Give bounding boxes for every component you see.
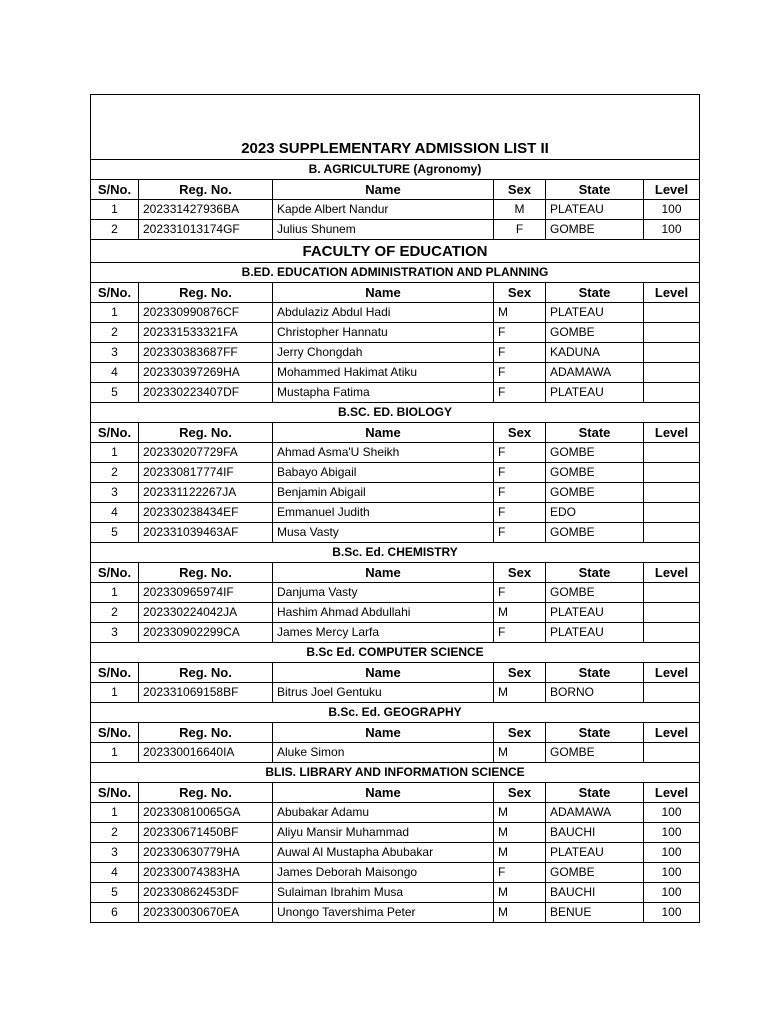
name-cell: Aliyu Mansir Muhammad [273,823,494,843]
reg-number-cell: 202330810065GA [139,803,273,823]
header-reg-no: Reg. No. [139,663,273,683]
header-level: Level [644,723,700,743]
level-cell [644,503,700,523]
header-reg-no: Reg. No. [139,180,273,200]
header-name: Name [273,283,494,303]
state-cell: GOMBE [546,863,644,883]
sex-cell: M [494,803,546,823]
serial-number-cell: 5 [91,883,139,903]
header-name: Name [273,663,494,683]
blank-top-row [91,95,700,138]
sex-cell: M [494,843,546,863]
level-cell [644,483,700,503]
name-cell: Aluke Simon [273,743,494,763]
state-cell: BAUCHI [546,823,644,843]
column-header-row [91,783,700,803]
serial-number-cell: 1 [91,200,139,220]
sex-cell: F [494,623,546,643]
state-cell: BAUCHI [546,883,644,903]
student-row [91,623,700,643]
reg-number-cell: 202330207729FA [139,443,273,463]
state-cell: GOMBE [546,323,644,343]
serial-number-cell: 4 [91,363,139,383]
level-cell: 100 [644,863,700,883]
level-cell [644,443,700,463]
header-level: Level [644,283,700,303]
serial-number-cell: 3 [91,843,139,863]
name-cell: Emmanuel Judith [273,503,494,523]
state-cell: PLATEAU [546,383,644,403]
name-cell: Sulaiman Ibrahim Musa [273,883,494,903]
programme-heading-row [91,263,700,283]
name-cell: Danjuma Vasty [273,583,494,603]
serial-number-cell: 3 [91,483,139,503]
level-cell [644,383,700,403]
reg-number-cell: 202330016640IA [139,743,273,763]
header-name: Name [273,563,494,583]
student-row [91,383,700,403]
state-cell: GOMBE [546,463,644,483]
serial-number-cell: 1 [91,583,139,603]
name-cell: Abubakar Adamu [273,803,494,823]
header-state: State [546,283,644,303]
serial-number-cell: 3 [91,623,139,643]
header-reg-no: Reg. No. [139,563,273,583]
sex-cell: M [494,743,546,763]
programme-heading-row [91,763,700,783]
serial-number-cell: 3 [91,343,139,363]
level-cell [644,363,700,383]
reg-number-cell: 202330030670EA [139,903,273,923]
admission-list-document [90,94,699,923]
header-sex: Sex [494,783,546,803]
header-serial: S/No. [91,663,139,683]
header-level: Level [644,783,700,803]
programme-heading: BLIS. LIBRARY AND INFORMATION SCIENCE [91,763,700,783]
header-name: Name [273,180,494,200]
level-cell [644,523,700,543]
sex-cell: F [494,383,546,403]
name-cell: Ahmad Asma'U Sheikh [273,443,494,463]
student-row [91,363,700,383]
student-row [91,220,700,240]
header-reg-no: Reg. No. [139,723,273,743]
header-state: State [546,723,644,743]
state-cell: EDO [546,503,644,523]
document-title: 2023 SUPPLEMENTARY ADMISSION LIST II [91,137,700,160]
state-cell: PLATEAU [546,603,644,623]
serial-number-cell: 2 [91,323,139,343]
level-cell [644,463,700,483]
serial-number-cell: 1 [91,743,139,763]
level-cell [644,323,700,343]
programme-heading: B.Sc Ed. COMPUTER SCIENCE [91,643,700,663]
state-cell: GOMBE [546,220,644,240]
student-row [91,343,700,363]
sex-cell: F [494,523,546,543]
student-row [91,603,700,623]
student-row [91,483,700,503]
name-cell: Abdulaziz Abdul Hadi [273,303,494,323]
student-row [91,843,700,863]
admission-table [90,94,700,923]
state-cell: BORNO [546,683,644,703]
reg-number-cell: 202331122267JA [139,483,273,503]
header-name: Name [273,423,494,443]
sex-cell: F [494,863,546,883]
sex-cell: F [494,483,546,503]
header-sex: Sex [494,663,546,683]
student-row [91,303,700,323]
name-cell: Julius Shunem [273,220,494,240]
sex-cell: M [494,883,546,903]
sex-cell: F [494,220,546,240]
header-name: Name [273,723,494,743]
sex-cell: M [494,903,546,923]
state-cell: PLATEAU [546,843,644,863]
state-cell: PLATEAU [546,303,644,323]
sex-cell: M [494,683,546,703]
header-state: State [546,663,644,683]
level-cell: 100 [644,883,700,903]
level-cell [644,303,700,323]
programme-heading-row [91,643,700,663]
header-state: State [546,180,644,200]
header-level: Level [644,423,700,443]
programme-heading: B.Sc. Ed. GEOGRAPHY [91,703,700,723]
serial-number-cell: 2 [91,463,139,483]
state-cell: GOMBE [546,483,644,503]
header-sex: Sex [494,283,546,303]
header-sex: Sex [494,180,546,200]
reg-number-cell: 202330902299CA [139,623,273,643]
name-cell: James Deborah Maisongo [273,863,494,883]
reg-number-cell: 202331533321FA [139,323,273,343]
level-cell [644,683,700,703]
header-serial: S/No. [91,723,139,743]
name-cell: Kapde Albert Nandur [273,200,494,220]
header-serial: S/No. [91,423,139,443]
name-cell: Auwal Al Mustapha Abubakar [273,843,494,863]
student-row [91,503,700,523]
sex-cell: F [494,443,546,463]
reg-number-cell: 202331039463AF [139,523,273,543]
state-cell: PLATEAU [546,623,644,643]
student-row [91,200,700,220]
header-serial: S/No. [91,283,139,303]
name-cell: Mustapha Fatima [273,383,494,403]
level-cell: 100 [644,200,700,220]
programme-heading: B.ED. EDUCATION ADMINISTRATION AND PLANNING [91,263,700,283]
state-cell: GOMBE [546,443,644,463]
level-cell: 100 [644,903,700,923]
column-header-row [91,723,700,743]
student-row [91,463,700,483]
faculty-heading: FACULTY OF EDUCATION [91,240,700,263]
programme-heading: B. AGRICULTURE (Agronomy) [91,160,700,180]
state-cell: GOMBE [546,583,644,603]
serial-number-cell: 1 [91,803,139,823]
level-cell [644,343,700,363]
programme-heading-row [91,543,700,563]
sex-cell: M [494,200,546,220]
serial-number-cell: 2 [91,603,139,623]
sex-cell: M [494,303,546,323]
column-header-row [91,563,700,583]
header-level: Level [644,180,700,200]
column-header-row [91,180,700,200]
reg-number-cell: 202330224042JA [139,603,273,623]
column-header-row [91,663,700,683]
sex-cell: F [494,503,546,523]
reg-number-cell: 202330965974IF [139,583,273,603]
student-row [91,823,700,843]
name-cell: Jerry Chongdah [273,343,494,363]
header-state: State [546,783,644,803]
student-row [91,583,700,603]
header-serial: S/No. [91,563,139,583]
header-reg-no: Reg. No. [139,283,273,303]
header-reg-no: Reg. No. [139,783,273,803]
reg-number-cell: 202330223407DF [139,383,273,403]
name-cell: Hashim Ahmad Abdullahi [273,603,494,623]
serial-number-cell: 1 [91,303,139,323]
student-row [91,903,700,923]
serial-number-cell: 1 [91,443,139,463]
name-cell: Musa Vasty [273,523,494,543]
level-cell: 100 [644,843,700,863]
state-cell: ADAMAWA [546,363,644,383]
sex-cell: F [494,463,546,483]
programme-heading: B.SC. ED. BIOLOGY [91,403,700,423]
sex-cell: M [494,603,546,623]
state-cell: GOMBE [546,743,644,763]
header-sex: Sex [494,723,546,743]
serial-number-cell: 5 [91,523,139,543]
student-row [91,523,700,543]
level-cell [644,623,700,643]
reg-number-cell: 202330383687FF [139,343,273,363]
reg-number-cell: 202330397269HA [139,363,273,383]
name-cell: Benjamin Abigail [273,483,494,503]
serial-number-cell: 4 [91,863,139,883]
column-header-row [91,283,700,303]
programme-heading: B.Sc. Ed. CHEMISTRY [91,543,700,563]
reg-number-cell: 202330862453DF [139,883,273,903]
programme-heading-row [91,403,700,423]
state-cell: GOMBE [546,523,644,543]
title-row [91,137,700,160]
student-row [91,323,700,343]
reg-number-cell: 202330074383HA [139,863,273,883]
header-state: State [546,563,644,583]
level-cell [644,743,700,763]
serial-number-cell: 5 [91,383,139,403]
reg-number-cell: 202331069158BF [139,683,273,703]
serial-number-cell: 2 [91,220,139,240]
level-cell: 100 [644,803,700,823]
header-state: State [546,423,644,443]
reg-number-cell: 202330630779HA [139,843,273,863]
student-row [91,863,700,883]
name-cell: Bitrus Joel Gentuku [273,683,494,703]
programme-heading-row [91,160,700,180]
sex-cell: M [494,823,546,843]
programme-heading-row [91,703,700,723]
name-cell: Mohammed Hakimat Atiku [273,363,494,383]
column-header-row [91,423,700,443]
sex-cell: F [494,323,546,343]
header-level: Level [644,663,700,683]
header-serial: S/No. [91,783,139,803]
serial-number-cell: 4 [91,503,139,523]
serial-number-cell: 2 [91,823,139,843]
reg-number-cell: 202330817774IF [139,463,273,483]
level-cell: 100 [644,220,700,240]
header-serial: S/No. [91,180,139,200]
name-cell: Christopher Hannatu [273,323,494,343]
header-sex: Sex [494,423,546,443]
state-cell: ADAMAWA [546,803,644,823]
student-row [91,883,700,903]
faculty-heading-row [91,240,700,263]
reg-number-cell: 202331013174GF [139,220,273,240]
sex-cell: F [494,363,546,383]
reg-number-cell: 202331427936BA [139,200,273,220]
state-cell: BENUE [546,903,644,923]
header-sex: Sex [494,563,546,583]
reg-number-cell: 202330990876CF [139,303,273,323]
student-row [91,683,700,703]
name-cell: Babayo Abigail [273,463,494,483]
reg-number-cell: 202330238434EF [139,503,273,523]
serial-number-cell: 1 [91,683,139,703]
name-cell: James Mercy Larfa [273,623,494,643]
student-row [91,443,700,463]
level-cell [644,583,700,603]
state-cell: PLATEAU [546,200,644,220]
header-name: Name [273,783,494,803]
student-row [91,743,700,763]
reg-number-cell: 202330671450BF [139,823,273,843]
state-cell: KADUNA [546,343,644,363]
name-cell: Unongo Tavershima Peter [273,903,494,923]
level-cell [644,603,700,623]
serial-number-cell: 6 [91,903,139,923]
student-row [91,803,700,823]
sex-cell: F [494,583,546,603]
header-level: Level [644,563,700,583]
level-cell: 100 [644,823,700,843]
header-reg-no: Reg. No. [139,423,273,443]
sex-cell: F [494,343,546,363]
